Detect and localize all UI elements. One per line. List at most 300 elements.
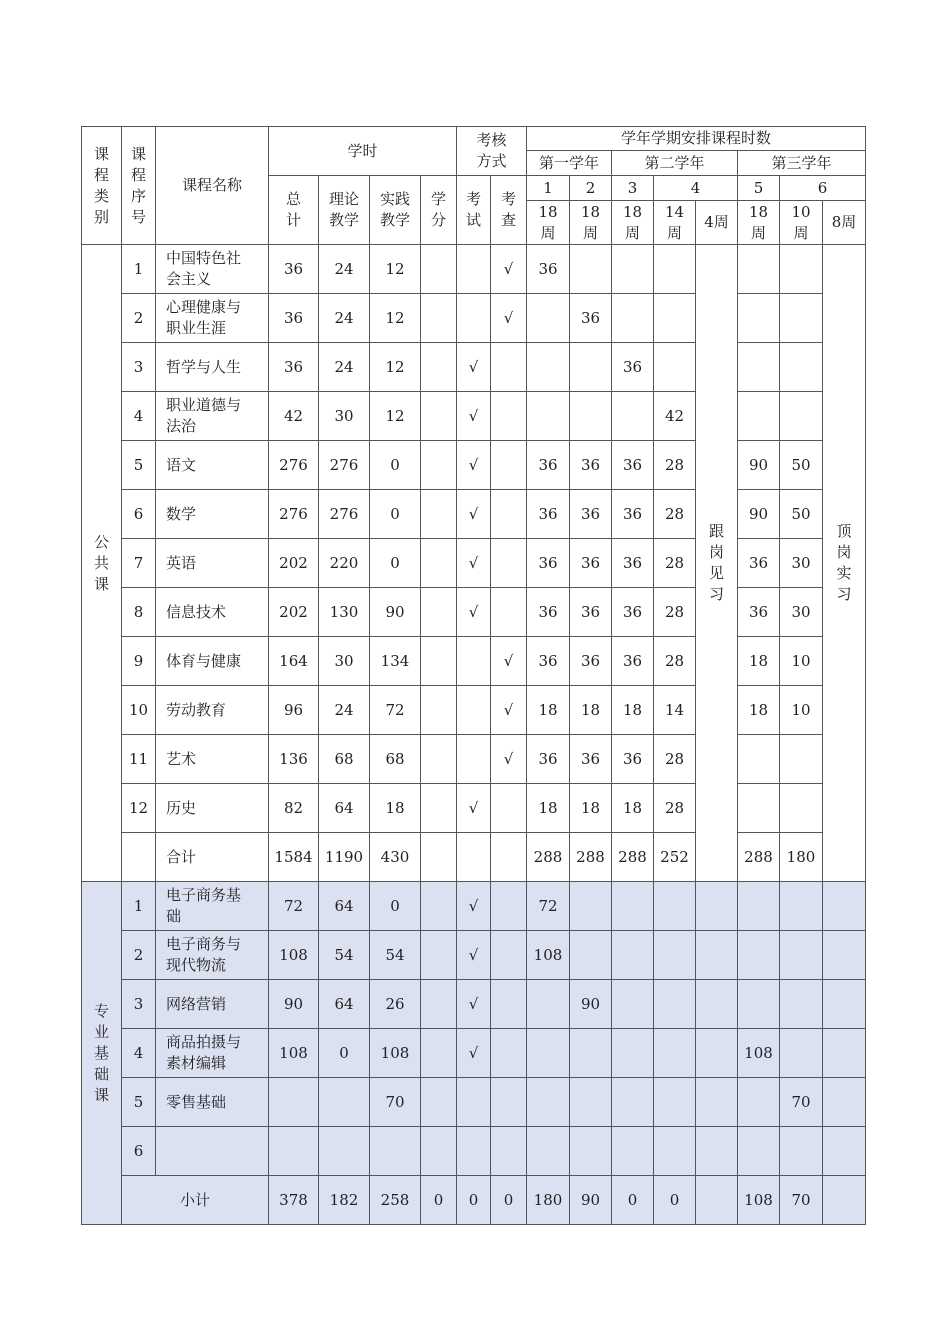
- cell-s3: [612, 294, 654, 343]
- cell-s4: [654, 1029, 696, 1078]
- cell-8week: [823, 1029, 866, 1078]
- sum-total: 378: [269, 1176, 319, 1225]
- cell-no: 10: [122, 686, 156, 735]
- cell-s6: [780, 1127, 823, 1176]
- cell-s1: [527, 980, 570, 1029]
- cell-practice: 68: [370, 735, 421, 784]
- cell-s6: 10: [780, 637, 823, 686]
- cell-exam: √: [457, 539, 491, 588]
- cell-s2: [570, 1078, 612, 1127]
- cell-credit: [421, 245, 457, 294]
- cell-s6: 30: [780, 588, 823, 637]
- cell-practice: 18: [370, 784, 421, 833]
- header-sem-6: 6: [780, 176, 866, 201]
- cell-theory: [319, 1078, 370, 1127]
- cell-s4: 28: [654, 637, 696, 686]
- cell-credit: [421, 588, 457, 637]
- cell-s3: 36: [612, 490, 654, 539]
- sum-total: 1584: [269, 833, 319, 882]
- cell-no: 4: [122, 1029, 156, 1078]
- cell-no: 4: [122, 392, 156, 441]
- cell-s5: [738, 343, 780, 392]
- sum-check: 0: [491, 1176, 527, 1225]
- sum-s1: 288: [527, 833, 570, 882]
- header-weeks-3: 18 周: [612, 201, 654, 245]
- cell-check: √: [491, 294, 527, 343]
- sum-s3: 0: [612, 1176, 654, 1225]
- cell-theory: [319, 1127, 370, 1176]
- sum-s1: 180: [527, 1176, 570, 1225]
- cell-total: 108: [269, 1029, 319, 1078]
- cell-exam: √: [457, 588, 491, 637]
- cell-s1: 36: [527, 539, 570, 588]
- cell-s3: [612, 1127, 654, 1176]
- cell-s6: [780, 882, 823, 931]
- cell-s2: [570, 931, 612, 980]
- cell-exam: √: [457, 931, 491, 980]
- sum-practice: 430: [370, 833, 421, 882]
- cell-theory: 24: [319, 245, 370, 294]
- cell-s6: 50: [780, 441, 823, 490]
- cell-s1: [527, 343, 570, 392]
- cell-practice: 108: [370, 1029, 421, 1078]
- cell-s2: 36: [570, 735, 612, 784]
- cell-exam: [457, 637, 491, 686]
- cell-s5: [738, 245, 780, 294]
- sum-credit: [421, 833, 457, 882]
- cell-theory: 30: [319, 637, 370, 686]
- cell-total: 202: [269, 539, 319, 588]
- cell-course-name: 心理健康与 职业生涯: [156, 294, 269, 343]
- cell-no: 12: [122, 784, 156, 833]
- cell-course-name: 哲学与人生: [156, 343, 269, 392]
- cell-exam: [457, 245, 491, 294]
- cell-course-name: 历史: [156, 784, 269, 833]
- cell-check: [491, 784, 527, 833]
- cell-s5: [738, 1127, 780, 1176]
- cell-s2: [570, 343, 612, 392]
- cell-8week: [823, 1078, 866, 1127]
- cell-s1: 72: [527, 882, 570, 931]
- table-row: [82, 784, 866, 833]
- cell-theory: 68: [319, 735, 370, 784]
- cell-s5: [738, 294, 780, 343]
- header-course-name: 课程名称: [156, 127, 269, 245]
- cell-exam: [457, 686, 491, 735]
- header-total: 总 计: [269, 176, 319, 245]
- cell-s3: 36: [612, 588, 654, 637]
- table-row: [82, 245, 866, 294]
- cell-s1: [527, 392, 570, 441]
- cell-s2: [570, 1029, 612, 1078]
- table-row: [82, 931, 866, 980]
- cell-exam: √: [457, 980, 491, 1029]
- table-row: [82, 343, 866, 392]
- cell-theory: 30: [319, 392, 370, 441]
- cell-no: 9: [122, 637, 156, 686]
- cell-credit: [421, 1078, 457, 1127]
- sum-s4: 252: [654, 833, 696, 882]
- cell-8week: [823, 882, 866, 931]
- cell-no: 1: [122, 245, 156, 294]
- cell-s2: 36: [570, 441, 612, 490]
- cell-practice: 134: [370, 637, 421, 686]
- cell-credit: [421, 294, 457, 343]
- sum-s2: 288: [570, 833, 612, 882]
- cell-check: [491, 882, 527, 931]
- cell-practice: 12: [370, 245, 421, 294]
- cell-s3: 36: [612, 441, 654, 490]
- cell-exam: √: [457, 490, 491, 539]
- cell-s4: 28: [654, 784, 696, 833]
- cell-credit: [421, 931, 457, 980]
- cell-exam: √: [457, 882, 491, 931]
- cell-s6: [780, 245, 823, 294]
- header-sem-2: 2: [570, 176, 612, 201]
- table-row-sum: [82, 833, 866, 882]
- cell-total: 96: [269, 686, 319, 735]
- cell-check: [491, 343, 527, 392]
- cell-s6: [780, 735, 823, 784]
- cell-s2: 90: [570, 980, 612, 1029]
- cell-credit: [421, 539, 457, 588]
- cell-no: [122, 833, 156, 882]
- table-row: [82, 539, 866, 588]
- cell-exam: [457, 294, 491, 343]
- cell-s2: 36: [570, 637, 612, 686]
- cell-theory: 24: [319, 294, 370, 343]
- header-course-seq: 课 程 序 号: [122, 127, 156, 245]
- cell-s4: 42: [654, 392, 696, 441]
- cell-practice: 90: [370, 588, 421, 637]
- cell-practice: 12: [370, 392, 421, 441]
- cell-s3: 36: [612, 539, 654, 588]
- cell-check: [491, 1078, 527, 1127]
- cell-course-name: 英语: [156, 539, 269, 588]
- cell-s1: [527, 294, 570, 343]
- cell-exam: [457, 735, 491, 784]
- cell-practice: 0: [370, 441, 421, 490]
- cell-s3: [612, 245, 654, 294]
- header-credit: 学 分: [421, 176, 457, 245]
- cell-no: 2: [122, 931, 156, 980]
- cell-practice: 26: [370, 980, 421, 1029]
- cell-credit: [421, 392, 457, 441]
- cell-theory: 220: [319, 539, 370, 588]
- cell-s2: 36: [570, 539, 612, 588]
- cell-no: 8: [122, 588, 156, 637]
- table-row: [82, 490, 866, 539]
- cell-practice: 54: [370, 931, 421, 980]
- cell-s1: 36: [527, 490, 570, 539]
- cell-practice: 0: [370, 490, 421, 539]
- cell-s3: [612, 1029, 654, 1078]
- cell-s5: [738, 931, 780, 980]
- sum-theory: 1190: [319, 833, 370, 882]
- cell-s5: 36: [738, 539, 780, 588]
- header-hours: 学时: [269, 127, 457, 176]
- cell-credit: [421, 1029, 457, 1078]
- cell-theory: 0: [319, 1029, 370, 1078]
- cell-8week: [823, 1176, 866, 1225]
- cell-s5: [738, 735, 780, 784]
- sum-s4: 0: [654, 1176, 696, 1225]
- cell-credit: [421, 980, 457, 1029]
- cell-theory: 130: [319, 588, 370, 637]
- follow-practice-cell: 跟 岗 见 习: [696, 245, 738, 882]
- cell-total: 164: [269, 637, 319, 686]
- cell-no: 7: [122, 539, 156, 588]
- cell-course-name: 网络营销: [156, 980, 269, 1029]
- header-sem-4: 4: [654, 176, 738, 201]
- header-sem-5: 5: [738, 176, 780, 201]
- cell-s3: [612, 931, 654, 980]
- cell-total: 202: [269, 588, 319, 637]
- cell-s1: [527, 1078, 570, 1127]
- cell-no: 6: [122, 1127, 156, 1176]
- cell-s3: 36: [612, 637, 654, 686]
- top-practice-cell: 顶 岗 实 习: [823, 245, 866, 882]
- header-exam: 考 试: [457, 176, 491, 245]
- cell-no: 3: [122, 343, 156, 392]
- header-weeks-1: 18 周: [527, 201, 570, 245]
- table-row: [82, 441, 866, 490]
- cell-credit: [421, 343, 457, 392]
- cell-check: [491, 490, 527, 539]
- cell-check: √: [491, 686, 527, 735]
- cell-check: [491, 588, 527, 637]
- cell-total: 36: [269, 294, 319, 343]
- cell-s4: [654, 294, 696, 343]
- cell-check: [491, 441, 527, 490]
- cell-course-name: 信息技术: [156, 588, 269, 637]
- cell-s6: 30: [780, 539, 823, 588]
- cell-total: 136: [269, 735, 319, 784]
- cell-theory: 276: [319, 490, 370, 539]
- public-category: 公 共 课: [82, 245, 122, 882]
- sum-practice: 258: [370, 1176, 421, 1225]
- table-row: [82, 392, 866, 441]
- header-schedule: 学年学期安排课程时数: [527, 127, 866, 151]
- table-row: [82, 588, 866, 637]
- header-check: 考 查: [491, 176, 527, 245]
- cell-total: [269, 1127, 319, 1176]
- cell-s1: [527, 1029, 570, 1078]
- cell-s5: [738, 1078, 780, 1127]
- cell-s3: 36: [612, 735, 654, 784]
- sum-check: [491, 833, 527, 882]
- cell-s2: [570, 882, 612, 931]
- cell-course-name: 商品拍摄与 素材编辑: [156, 1029, 269, 1078]
- sum-s5: 288: [738, 833, 780, 882]
- cell-s5: 90: [738, 441, 780, 490]
- header-year1: 第一学年: [527, 151, 612, 176]
- cell-4week: [696, 1029, 738, 1078]
- sum-label: 小计: [122, 1176, 269, 1225]
- cell-total: 276: [269, 490, 319, 539]
- cell-exam: √: [457, 343, 491, 392]
- cell-4week: [696, 980, 738, 1029]
- cell-course-name: 职业道德与 法治: [156, 392, 269, 441]
- cell-check: [491, 931, 527, 980]
- cell-s5: [738, 392, 780, 441]
- header-practice: 实践 教学: [370, 176, 421, 245]
- cell-4week: [696, 882, 738, 931]
- table-row: [82, 686, 866, 735]
- cell-total: [269, 1078, 319, 1127]
- cell-total: 108: [269, 931, 319, 980]
- header-sem-3: 3: [612, 176, 654, 201]
- cell-s3: [612, 1078, 654, 1127]
- cell-s5: [738, 882, 780, 931]
- cell-no: 3: [122, 980, 156, 1029]
- cell-check: √: [491, 637, 527, 686]
- header-year2: 第二学年: [612, 151, 738, 176]
- cell-theory: 64: [319, 980, 370, 1029]
- cell-4week: [696, 931, 738, 980]
- cell-theory: 64: [319, 882, 370, 931]
- cell-s6: [780, 343, 823, 392]
- cell-course-name: [156, 1127, 269, 1176]
- cell-credit: [421, 490, 457, 539]
- cell-practice: 70: [370, 1078, 421, 1127]
- cell-no: 1: [122, 882, 156, 931]
- cell-no: 2: [122, 294, 156, 343]
- cell-s4: [654, 1127, 696, 1176]
- cell-s4: 28: [654, 735, 696, 784]
- cell-s6: [780, 931, 823, 980]
- cell-8week: [823, 980, 866, 1029]
- header-sem-1: 1: [527, 176, 570, 201]
- cell-s6: [780, 1029, 823, 1078]
- header-theory: 理论 教学: [319, 176, 370, 245]
- cell-s1: 108: [527, 931, 570, 980]
- cell-s1: 36: [527, 588, 570, 637]
- course-schedule-table: [81, 126, 866, 1225]
- cell-total: 42: [269, 392, 319, 441]
- header-weeks-6: 10 周: [780, 201, 823, 245]
- cell-course-name: 电子商务基 础: [156, 882, 269, 931]
- header-weeks-2: 18 周: [570, 201, 612, 245]
- table-row: [82, 735, 866, 784]
- cell-theory: 54: [319, 931, 370, 980]
- cell-s1: 18: [527, 686, 570, 735]
- cell-s6: [780, 784, 823, 833]
- cell-s3: [612, 980, 654, 1029]
- cell-s1: 18: [527, 784, 570, 833]
- sum-theory: 182: [319, 1176, 370, 1225]
- cell-practice: 72: [370, 686, 421, 735]
- cell-credit: [421, 637, 457, 686]
- cell-total: 90: [269, 980, 319, 1029]
- cell-s1: 36: [527, 735, 570, 784]
- sum-exam: [457, 833, 491, 882]
- cell-practice: 12: [370, 294, 421, 343]
- cell-total: 82: [269, 784, 319, 833]
- cell-s2: 36: [570, 490, 612, 539]
- cell-8week: [823, 1127, 866, 1176]
- cell-s2: [570, 392, 612, 441]
- table-row: [82, 294, 866, 343]
- cell-s3: 36: [612, 343, 654, 392]
- sum-s5: 108: [738, 1176, 780, 1225]
- cell-s4: [654, 882, 696, 931]
- cell-s4: 28: [654, 588, 696, 637]
- cell-practice: 0: [370, 539, 421, 588]
- cell-s5: 90: [738, 490, 780, 539]
- cell-s4: [654, 1078, 696, 1127]
- cell-theory: 276: [319, 441, 370, 490]
- cell-s4: [654, 980, 696, 1029]
- cell-check: [491, 392, 527, 441]
- table-row: [82, 637, 866, 686]
- cell-4week: [696, 1176, 738, 1225]
- cell-no: 5: [122, 1078, 156, 1127]
- cell-8week: [823, 931, 866, 980]
- cell-s6: 10: [780, 686, 823, 735]
- table-row: [82, 882, 866, 931]
- cell-total: 72: [269, 882, 319, 931]
- cell-s4: 28: [654, 539, 696, 588]
- cell-s3: [612, 882, 654, 931]
- cell-no: 11: [122, 735, 156, 784]
- cell-practice: 12: [370, 343, 421, 392]
- sum-credit: 0: [421, 1176, 457, 1225]
- cell-s5: [738, 784, 780, 833]
- cell-s4: [654, 343, 696, 392]
- cell-no: 5: [122, 441, 156, 490]
- sum-s3: 288: [612, 833, 654, 882]
- header-weeks-4b: 4周: [696, 201, 738, 245]
- sum-s2: 90: [570, 1176, 612, 1225]
- header-year3: 第三学年: [738, 151, 866, 176]
- cell-4week: [696, 1078, 738, 1127]
- cell-s3: 18: [612, 784, 654, 833]
- cell-total: 36: [269, 245, 319, 294]
- cell-s3: [612, 392, 654, 441]
- cell-s3: 18: [612, 686, 654, 735]
- cell-course-name: 零售基础: [156, 1078, 269, 1127]
- cell-practice: [370, 1127, 421, 1176]
- cell-s4: 28: [654, 441, 696, 490]
- cell-s4: [654, 245, 696, 294]
- cell-course-name: 中国特色社 会主义: [156, 245, 269, 294]
- cell-course-name: 体育与健康: [156, 637, 269, 686]
- cell-s2: [570, 1127, 612, 1176]
- sum-label: 合计: [156, 833, 269, 882]
- cell-s6: [780, 294, 823, 343]
- sum-s6: 70: [780, 1176, 823, 1225]
- cell-credit: [421, 735, 457, 784]
- cell-check: [491, 1029, 527, 1078]
- cell-s5: [738, 980, 780, 1029]
- cell-credit: [421, 784, 457, 833]
- cell-theory: 24: [319, 343, 370, 392]
- cell-s5: 18: [738, 686, 780, 735]
- cell-s4: 14: [654, 686, 696, 735]
- cell-s5: 36: [738, 588, 780, 637]
- cell-practice: 0: [370, 882, 421, 931]
- cell-theory: 24: [319, 686, 370, 735]
- cell-check: [491, 1127, 527, 1176]
- table-row: [82, 1127, 866, 1176]
- cell-s6: [780, 980, 823, 1029]
- cell-s2: [570, 245, 612, 294]
- cell-course-name: 电子商务与 现代物流: [156, 931, 269, 980]
- header-course-category: 课 程 类 别: [82, 127, 122, 245]
- cell-exam: √: [457, 784, 491, 833]
- cell-theory: 64: [319, 784, 370, 833]
